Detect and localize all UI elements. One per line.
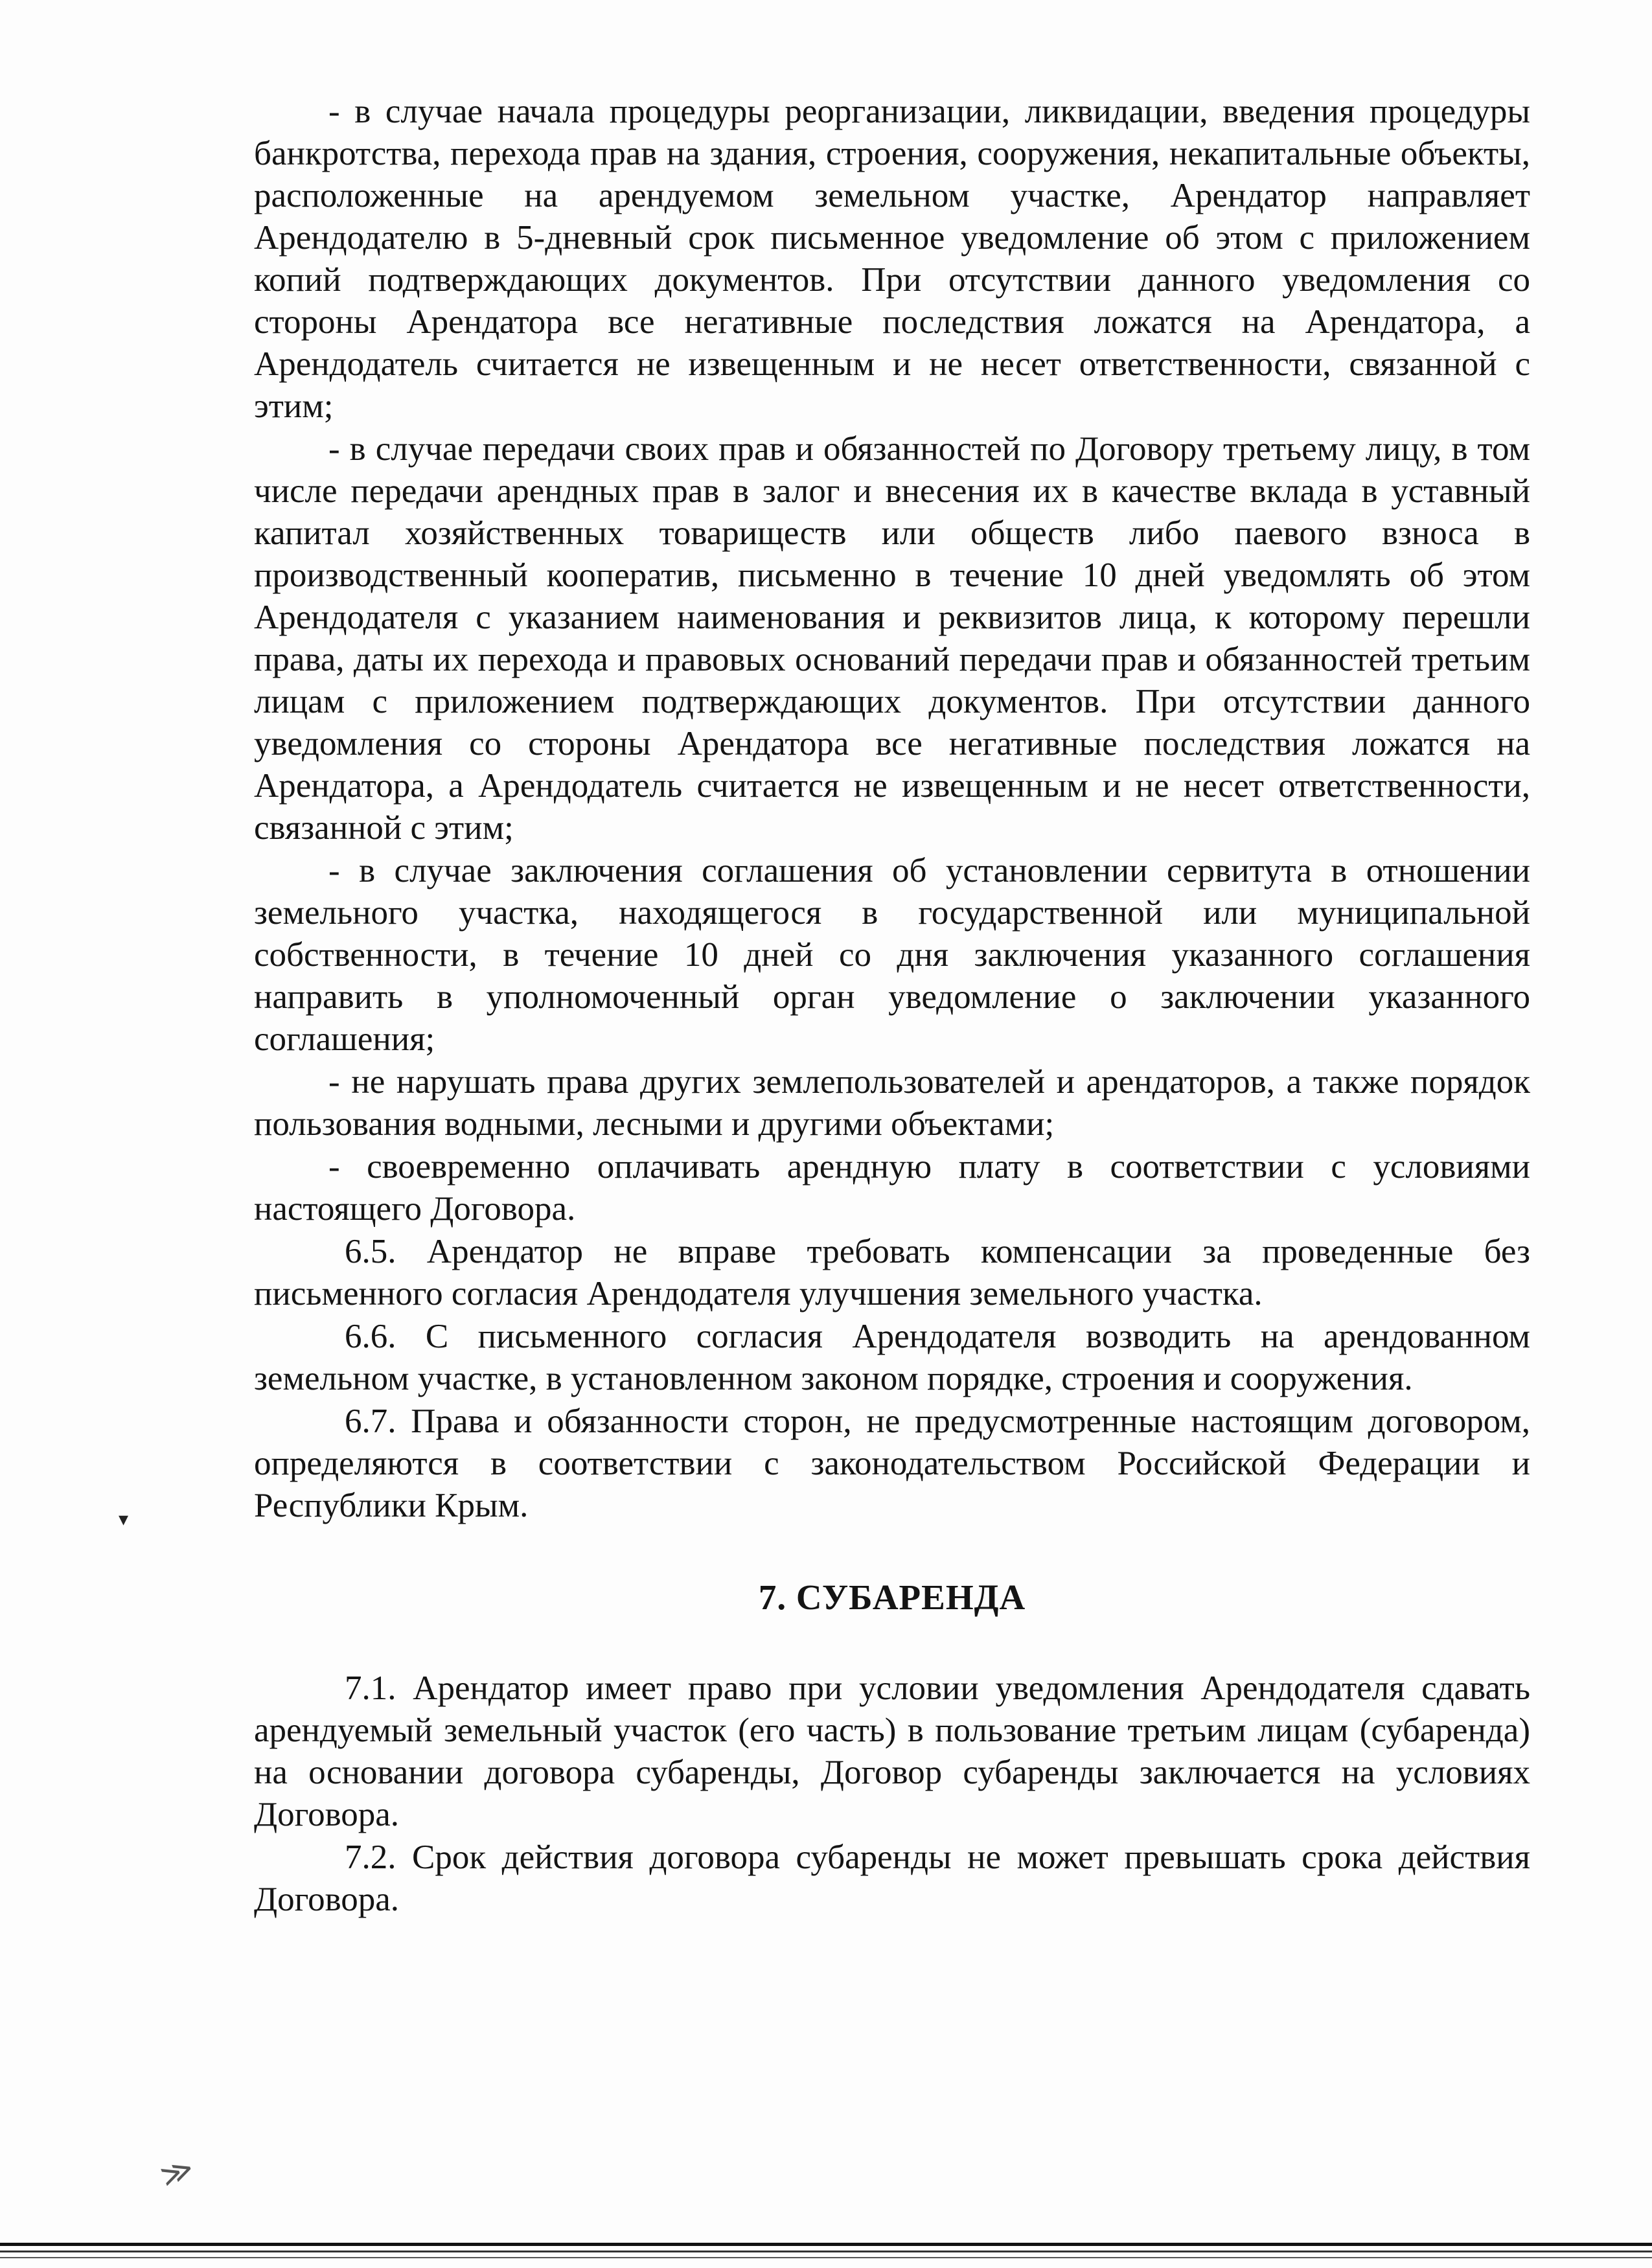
paragraph-servitude-notice: - в случае заключения соглашения об установлении сервитута в отношении земельного участка, находящегося в государственной или муниципальной собственности, в течение 10 дней со дня заключения указанного соглашения направить в уполномоченный орган уведомление о заключении указанного соглашения; bbox=[254, 852, 1530, 1058]
clause-6-7: 6.7. Права и обязанности сторон, не предусмотренные настоящим договором, определяются в соответствии с законодательством Российской Федерации и Республики Крым. bbox=[254, 1403, 1530, 1524]
scan-speck-mark: ▾ bbox=[119, 1508, 129, 1531]
section-heading-sublease: 7. СУБАРЕНДА bbox=[758, 1577, 1026, 1617]
scan-bottom-edge-line bbox=[0, 2251, 1652, 2252]
scan-bottom-edge-line bbox=[0, 2257, 1652, 2258]
paragraph-rights-transfer-notice: - в случае передачи своих прав и обязанностей по Договору третьему лицу, в том числе передачи арендных прав в залог и внесения их в качестве вклада в уставный капитал хозяйственных товариществ или обществ либо паевого взноса в производственный кооператив, письменно в течение 10 дней уведомлять об этом Арендодателя с указанием наименования и реквизитов лица, к которому перешли права, даты их перехода и правовых оснований передачи прав и обязанностей третьим лицам с приложением подтверждающих документов. При отсутствии данного уведомления со стороны Арендатора все негативные последствия ложатся на Арендатора, а Арендодатель считается не извещенным и не несет ответственности, связанной с этим; bbox=[254, 430, 1530, 847]
paragraph-reorganization-notice: - в случае начала процедуры реорганизации, ликвидации, введения процедуры банкротства, перехода прав на здания, строения, сооружения, некапитальные объекты, расположенные на арендуемом земельном участке, Арендатор направляет Арендодателю в 5-дневный срок письменное уведомление об этом с приложением копий подтверждающих документов. При отсутствии данного уведомления со стороны Арендатора все негативные последствия ложатся на Арендатора, а Арендодатель считается не извещенным и не несет ответственности, связанной с этим; bbox=[254, 93, 1530, 425]
document-body bbox=[254, 91, 1530, 1921]
clause-6-5: 6.5. Арендатор не вправе требовать компенсации за проведенные без письменного согласия Арендодателя улучшения земельного участка. bbox=[254, 1233, 1530, 1312]
clause-6-6: 6.6. С письменного согласия Арендодателя возводить на арендованном земельном участке, в установленном законом порядке, строения и сооружения. bbox=[254, 1318, 1530, 1397]
clause-7-2: 7.2. Срок действия договора субаренды не может превышать срока действия Договора. bbox=[254, 1838, 1530, 1918]
scan-bottom-edge-line bbox=[0, 2243, 1652, 2246]
clause-7-1: 7.1. Арендатор имеет право при условии уведомления Арендодателя сдавать арендуемый земельный участок (его часть) в пользование третьим лицам (субаренда) на основании договора субаренды, Договор субаренды заключается на условиях Договора. bbox=[254, 1669, 1530, 1833]
paragraph-no-violation: - не нарушать права других землепользователей и арендаторов, а также порядок пользования водными, лесными и другими объектами; bbox=[254, 1063, 1530, 1143]
paragraph-timely-payment: - своевременно оплачивать арендную плату в соответствии с условиями настоящего Договора. bbox=[254, 1148, 1530, 1228]
scan-scribble-mark: ≫ bbox=[155, 2149, 199, 2195]
